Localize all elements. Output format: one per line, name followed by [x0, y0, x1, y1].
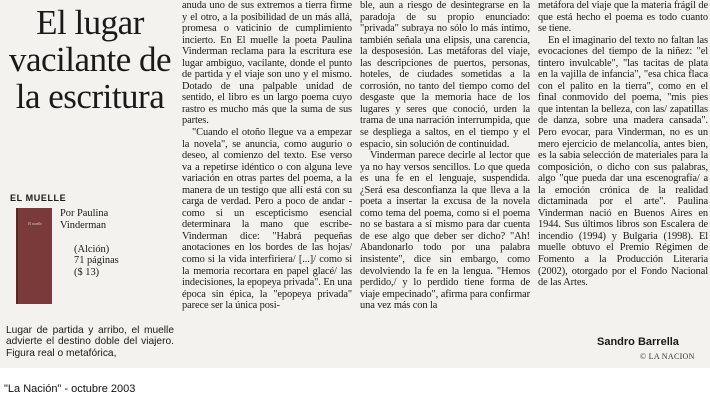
- author-signature: Sandro Barrella: [597, 336, 679, 348]
- newspaper-logo: © LA NACION: [640, 352, 695, 361]
- article-lede: Lugar de partida y arribo, el muelle advierte el destino doble del viajero. Figura real o metafórica,: [6, 325, 174, 359]
- paragraph: ble, aun a riesgo de desintegrarse en la paradoja de su propio enunciado: "privada" subraya no sólo lo más íntimo, también señala una elipsis, una carencia, la desposesión. Las metáforas del viaje, las descripciones de puertos, personas, hoteles, de ciudades sometidas a la corrosión, no tanto del tiempo como del desgaste que la memoria hace de los lugares y seres que conoció, urden la trama de una narración interrumpida, que se despliega a saltos, en el tiempo y el espacio, sin solución de continuidad.: [360, 0, 530, 150]
- article-column-2: [360, 0, 530, 312]
- article-column-3: [538, 0, 708, 289]
- section-label: EL MUELLE: [10, 193, 67, 203]
- book-details: [60, 208, 170, 279]
- article-title: El lugar vacilante de la escritura: [8, 3, 172, 116]
- paragraph: En el imaginario del texto no faltan las evocaciones del tiempo de la niñez: "el tintero invulcable", "las tacitas de plata en la vajilla de infancia", "esa chica flaca con el palito en la tierra", como en el final conmovido del poema, "mis pies que intentan la belleza, con las/ zapatillas de danza, sobre una madera cansada". Pero evocar, para Vinderman, no es un mero ejercicio de melancolía, antes bien, es la sabia selección de materiales para la composición, o dicho con sus palabras, algo "que pueda dar una escenografía/ a la emoción crónica de la realidad dictaminada por el arte". Paulina Vinderman nació en Buenos Aires en 1944. Sus últimos libros son Escalera de incendio (1994) y Bulgaria (1998). El muelle obtuvo el Premio Régimen de Fomento a la Producción Literaria (2002), otorgado por el Fondo Nacional de las Artes.: [538, 34, 708, 289]
- price: ($ 13): [74, 267, 100, 279]
- paragraph: anuda uno de sus extremos a tierra firme y el otro, a la posibilidad de un más allá, promesa o vaticinio de cumplimiento incierto. En El muelle la poeta Paulina Vinderman reclama para la escritura ese lugar ambiguo, vacilante, donde el punto de partida y el viaje son uno y el mismo. Dotado de una palpable unidad de sentido, el libro es un largo poema cuyo rastro es mucho más que la suma de sus partes.: [182, 0, 352, 127]
- byline-name: Vinderman: [60, 219, 107, 231]
- article-column-1: [182, 0, 352, 312]
- image-caption: "La Nación" - octubre 2003: [4, 383, 136, 395]
- paragraph: "Cuando el otoño llegue va a empezar la novela", se anuncia, como augurio o deseo, al comienzo del texto. Ese verso va a repetirse idéntico o con alguna leve variación en otras partes del poema, a la manera de un testigo que allí está con su carga de verdad. Pero a poco de andar -como si un escepticismo esencial determinara la mano que escribe- Vinderman dice: "Habrá pequeñas anotaciones en los bordes de las hojas/ como si la vida interfiriera/ [...]/ como si la memoria recortara en papel glacé/ las indecisiones, la epopeya privada". En una época sin épica, la "epopeya privada" parece ser la única posi-: [182, 127, 352, 312]
- book-cover-image: [16, 208, 52, 304]
- book-cover-title: El muelle: [28, 222, 42, 226]
- publisher: (Alción): [74, 243, 110, 255]
- byline-prefix: Por Paulina: [60, 208, 109, 219]
- page-count: 71 páginas: [74, 255, 119, 267]
- paragraph: Vinderman parece decirle al lector que ya no hay versos sencillos. Lo que queda es una fe en el lenguaje, suspendida. ¿Será esa desconfianza la que lleva a la poeta a insertar la excusa de la novela como tema del poema, como si el poema no se bastara a sí mismo para dar cuenta de ese algo que deber ser dicho? "Ah! Abandonarlo todo por una palabra insistente", dice sin embargo, como devolviendo la fe en la lengua. "Hemos perdido,/ y lo perdido tiene forma de viaje empecinado", afirma para confirmar una vez más con la: [360, 150, 530, 312]
- paragraph: metáfora del viaje que la materia frágil de que está hecho el poema es todo cuanto se tiene.: [538, 0, 708, 35]
